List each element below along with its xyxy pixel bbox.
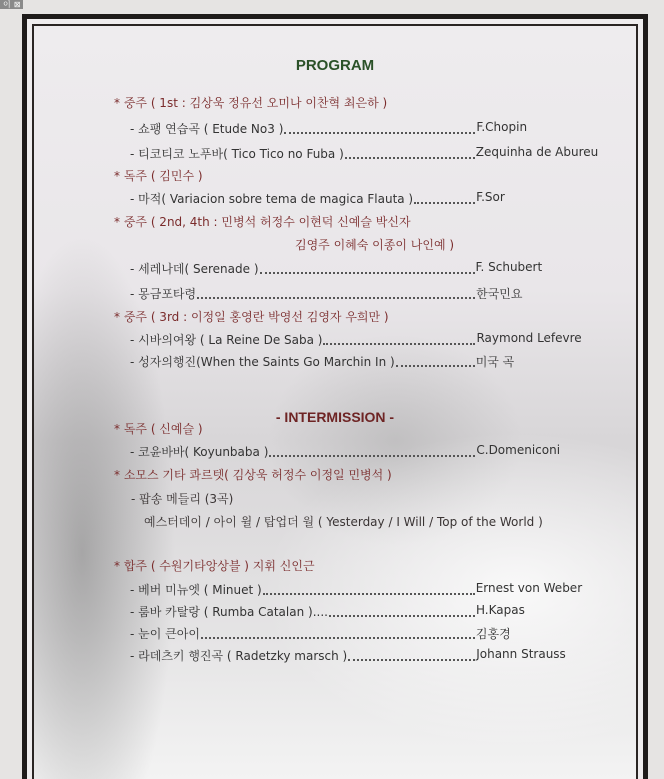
piece-title: - 마적( Variacion sobre tema de magica Flauta ) — [130, 192, 414, 206]
dot-leader — [284, 120, 475, 134]
composer: F. Schubert — [475, 260, 543, 274]
section-header: * 중주 ( 3rd : 이정일 홍영란 박영선 김영자 우희만 ) — [114, 310, 389, 324]
program-item — [130, 285, 605, 302]
piece-title: - 성자의행진(When the Saints Go Marchin In ) — [130, 355, 395, 369]
program-item — [130, 581, 605, 598]
program-item — [130, 190, 605, 207]
dot-leader — [201, 625, 475, 639]
piece-title: - 몽금포타령 — [130, 287, 197, 301]
dot-leader — [396, 353, 475, 367]
image-icon: ⊠ — [13, 0, 21, 9]
program-item — [130, 260, 605, 277]
piece-title: - 눈이 큰아이 — [130, 627, 200, 641]
program-text: 예스터데이 / 아이 윌 / 탑업더 월 ( Yesterday / I Will / Top of the World ) — [144, 515, 543, 529]
section-header: * 소모스 기타 콰르텟( 김상욱 허정수 이정일 민병석 ) — [114, 468, 392, 482]
piece-title: - 쇼팽 연습곡 ( Etude No3 ) — [130, 122, 284, 136]
dot-leader — [197, 285, 475, 299]
section-header: * 독주 ( 신예슬 ) — [114, 422, 203, 436]
piece-title: - 룸바 카탈랑 ( Rumba Catalan ).... — [130, 605, 328, 619]
dot-leader — [348, 647, 475, 661]
program-item — [130, 331, 605, 348]
dot-leader — [269, 443, 475, 457]
composer: 미국 곡 — [475, 355, 515, 369]
program-item — [130, 647, 605, 664]
section-header: 김영주 이혜숙 이종이 나인예 ) — [295, 238, 455, 252]
program-text: - 팝송 메들리 (3곡) — [131, 492, 234, 506]
composer: 한국민요 — [476, 287, 523, 301]
program-item — [130, 443, 605, 460]
piece-title: - 티코티코 노푸바( Tico Tico no Fuba ) — [130, 147, 344, 161]
piece-title: - 코윤바바( Koyunbaba ) — [130, 445, 269, 459]
dot-leader — [263, 581, 475, 595]
program-item — [130, 603, 605, 620]
piece-title: - 라데츠키 행진곡 ( Radetzky marsch ) — [130, 649, 348, 663]
dot-leader — [414, 190, 475, 204]
composer: F.Sor — [476, 190, 505, 204]
piece-title: - 베버 미뉴엣 ( Minuet ) — [130, 583, 262, 597]
section-header: * 독주 ( 김민수 ) — [114, 169, 203, 183]
program-item — [130, 625, 605, 642]
section-header: * 합주 ( 수원기타앙상블 ) 지휘 신인근 — [114, 559, 315, 573]
composer: Zequinha de Abureu — [475, 145, 599, 159]
composer: Raymond Lefevre — [476, 331, 582, 345]
section-header: * 중주 ( 1st : 김상욱 정유선 오미나 이찬혁 최은하 ) — [114, 96, 388, 110]
section-header: * 중주 ( 2nd, 4th : 민병석 허정수 이현덕 신예슬 박신자 — [114, 215, 411, 229]
composer: C.Domeniconi — [476, 443, 561, 457]
composer: Ernest von Weber — [475, 581, 583, 595]
composer: 김홍경 — [475, 627, 511, 641]
composer: Johann Strauss — [476, 647, 566, 661]
program-title: PROGRAM — [295, 57, 375, 74]
program-sheet — [32, 24, 638, 779]
program-item — [130, 145, 605, 162]
piece-title: - 세레나데( Serenade ) — [130, 262, 259, 276]
program-item — [130, 120, 605, 137]
dot-leader — [260, 260, 475, 274]
corner-tag — [0, 0, 23, 9]
composer: F.Chopin — [476, 120, 528, 134]
dot-leader — [345, 145, 475, 159]
program-item — [130, 353, 605, 370]
piece-title: - 시바의여왕 ( La Reine De Saba ) — [130, 333, 323, 347]
corner-tag-text: 이 — [3, 0, 11, 9]
composer: H.Kapas — [475, 603, 525, 617]
dot-leader — [329, 603, 475, 617]
dot-leader — [323, 331, 475, 345]
program-frame — [22, 14, 648, 779]
intermission-heading: - INTERMISSION - — [275, 409, 395, 425]
